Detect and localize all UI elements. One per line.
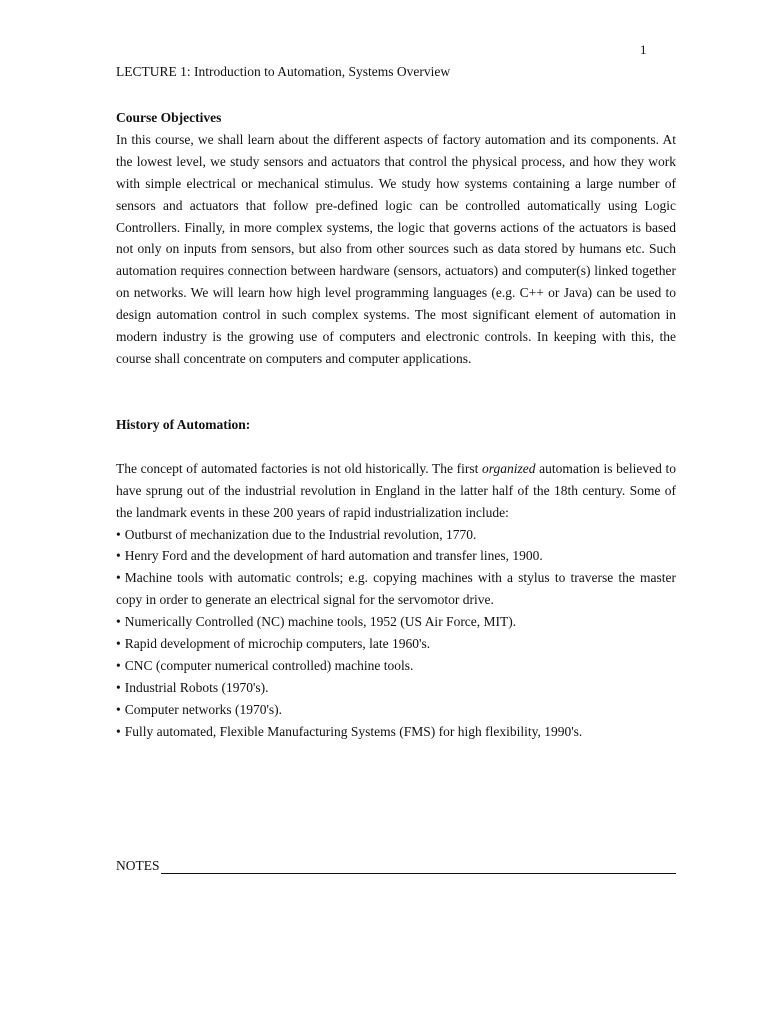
notes-label: NOTES <box>116 858 160 873</box>
objectives-paragraph: In this course, we shall learn about the different aspects of factory automation and its components. At the lowest level, we study sensors and actuators that control the physical process, and how they work with simple electrical or mechanical stimulus. We study how systems containing a large number of sensors and actuators that follow pre-defined logic can be controlled automatically using Logic Controllers. Finally, in more complex systems, the logic that governs actions of the actuators is based not only on inputs from sensors, but also from other sources such as data stored by humans etc. Such automation requires connection between hardware (sensors, actuators) and computer(s) linked together on networks. We will learn how high level programming languages (e.g. C++ or Java) can be used to design automation control in such complex systems. The most significant element of automation in modern industry is the growing use of computers and electronic controls. In keeping with this, the course shall concentrate on computers and computer applications. <box>116 131 676 366</box>
bullet-text: Rapid development of microchip computers, late 1960's. <box>124 636 431 652</box>
bullet-icon: • <box>116 701 121 717</box>
bullet-text: Machine tools with automatic controls; e.g. copying machines with a stylus to traverse the master copy in order to generate an electrical signal for the servomotor drive. <box>116 570 676 608</box>
notes-section <box>116 858 676 874</box>
lecture-title: LECTURE 1: Introduction to Automation, Systems Overview <box>116 64 451 79</box>
bullet-icon: • <box>116 526 121 542</box>
objectives-heading: Course Objectives <box>116 110 222 125</box>
history-intro-emphasis: organized <box>482 460 536 476</box>
bullet-icon: • <box>116 570 121 586</box>
bullet-text: Numerically Controlled (NC) machine tools, 1952 (US Air Force, MIT). <box>124 614 517 630</box>
history-heading: History of Automation: <box>116 416 251 432</box>
history-bullet-item <box>116 699 676 721</box>
bullet-icon: • <box>116 657 121 673</box>
bullet-text: Outburst of mechanization due to the Industrial revolution, 1770. <box>124 526 477 542</box>
bullet-text: CNC (computer numerical controlled) machine tools. <box>124 657 414 673</box>
bullet-text: Computer networks (1970's). <box>124 701 283 717</box>
bullet-text: Industrial Robots (1970's). <box>124 679 269 695</box>
history-intro-part1: The concept of automated factories is not old historically. The first <box>116 460 483 476</box>
section-spacer <box>116 370 676 414</box>
history-bullet-list <box>116 524 676 743</box>
bullet-icon: • <box>116 614 121 630</box>
bullet-text: Fully automated, Flexible Manufacturing Systems (FMS) for high flexibility, 1990's. <box>124 723 583 739</box>
history-bullet-item <box>116 677 676 699</box>
history-intro-part2: automation is believed to have sprung out of the industrial revolution in England in the latter half of the 18th century. Some of the landmark events in these 200 years of rapid industrialization include: <box>116 460 676 520</box>
history-bullet-item <box>116 721 676 743</box>
bullet-icon: • <box>116 636 121 652</box>
page-number: 1 <box>640 42 647 57</box>
history-bullet-item <box>116 524 676 546</box>
history-bullet-item <box>116 567 676 611</box>
history-intro-paragraph <box>116 458 676 524</box>
bullet-icon: • <box>116 679 121 695</box>
history-bullet-item <box>116 611 676 633</box>
bullet-icon: • <box>116 548 121 564</box>
section-spacer <box>116 436 676 458</box>
bullet-icon: • <box>116 723 121 739</box>
document-body <box>116 107 676 743</box>
history-bullet-item <box>116 633 676 655</box>
history-bullet-item <box>116 545 676 567</box>
bullet-text: Henry Ford and the development of hard automation and transfer lines, 1900. <box>124 548 543 564</box>
notes-underline <box>161 859 677 874</box>
history-bullet-item <box>116 655 676 677</box>
